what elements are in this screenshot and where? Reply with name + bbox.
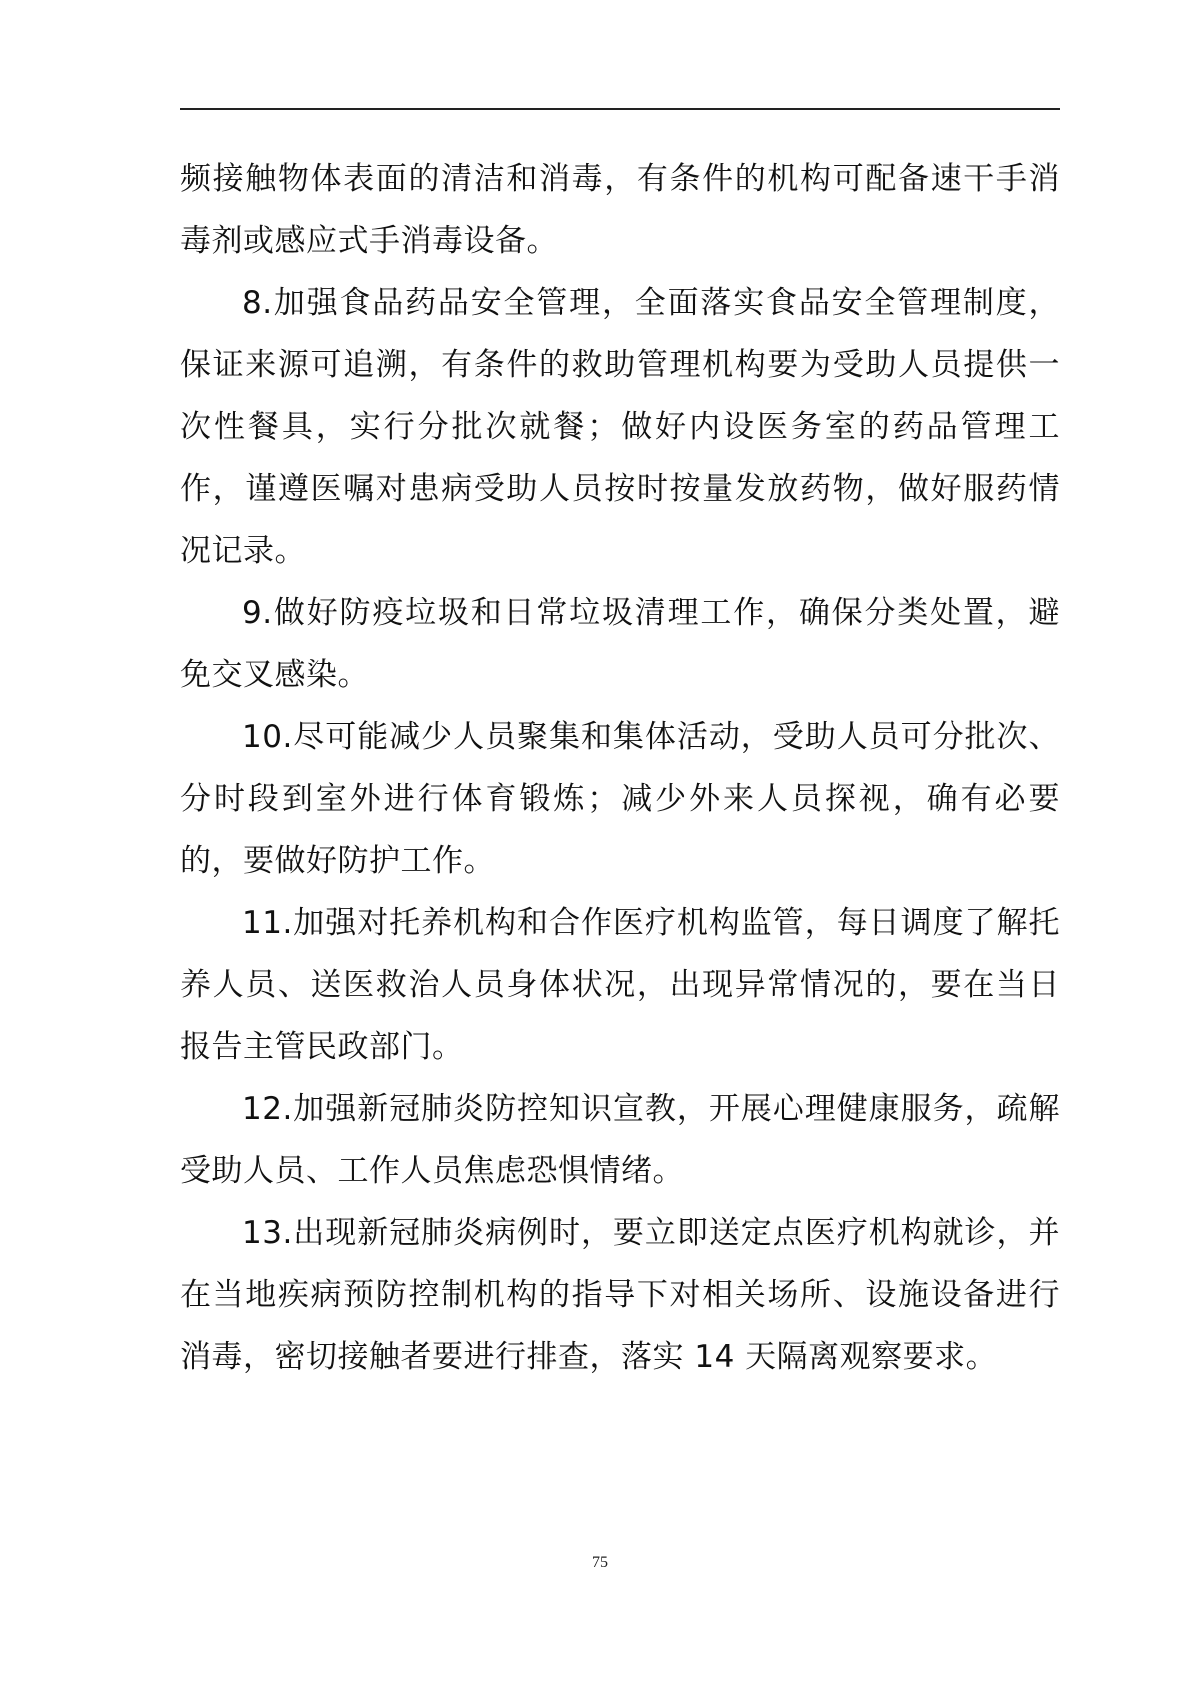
paragraph-item-8: 8.加强食品药品安全管理，全面落实食品安全管理制度，保证来源可追溯，有条件的救助管理机构要为受助人员提供一次性餐具，实行分批次就餐；做好内设医务室的药品管理工作，谨遵医嘱对患病受助人员按时按量发放药物，做好服药情况记录。 [180, 285, 1060, 569]
paragraph-item-12: 12.加强新冠肺炎防控知识宣教，开展心理健康服务，疏解受助人员、工作人员焦虑恐惧情绪。 [180, 1091, 1060, 1189]
paragraph-continuation: 频接触物体表面的清洁和消毒，有条件的机构可配备速干手消毒剂或感应式手消毒设备。 [180, 161, 1060, 259]
paragraph-item-9: 9.做好防疫垃圾和日常垃圾清理工作，确保分类处置，避免交叉感染。 [180, 595, 1060, 693]
paragraph-item-13: 13.出现新冠肺炎病例时，要立即送定点医疗机构就诊，并在当地疾病预防控制机构的指导下对相关场所、设施设备进行消毒，密切接触者要进行排查，落实 14 天隔离观察要求。 [180, 1215, 1060, 1375]
document-body [180, 148, 1060, 1388]
paragraph-item-10: 10.尽可能减少人员聚集和集体活动，受助人员可分批次、分时段到室外进行体育锻炼；减少外来人员探视，确有必要的，要做好防护工作。 [180, 719, 1060, 879]
header-rule [180, 108, 1060, 110]
page-number: 75 [592, 1554, 608, 1571]
paragraph-item-11: 11.加强对托养机构和合作医疗机构监管，每日调度了解托养人员、送医救治人员身体状况，出现异常情况的，要在当日报告主管民政部门。 [180, 905, 1060, 1065]
